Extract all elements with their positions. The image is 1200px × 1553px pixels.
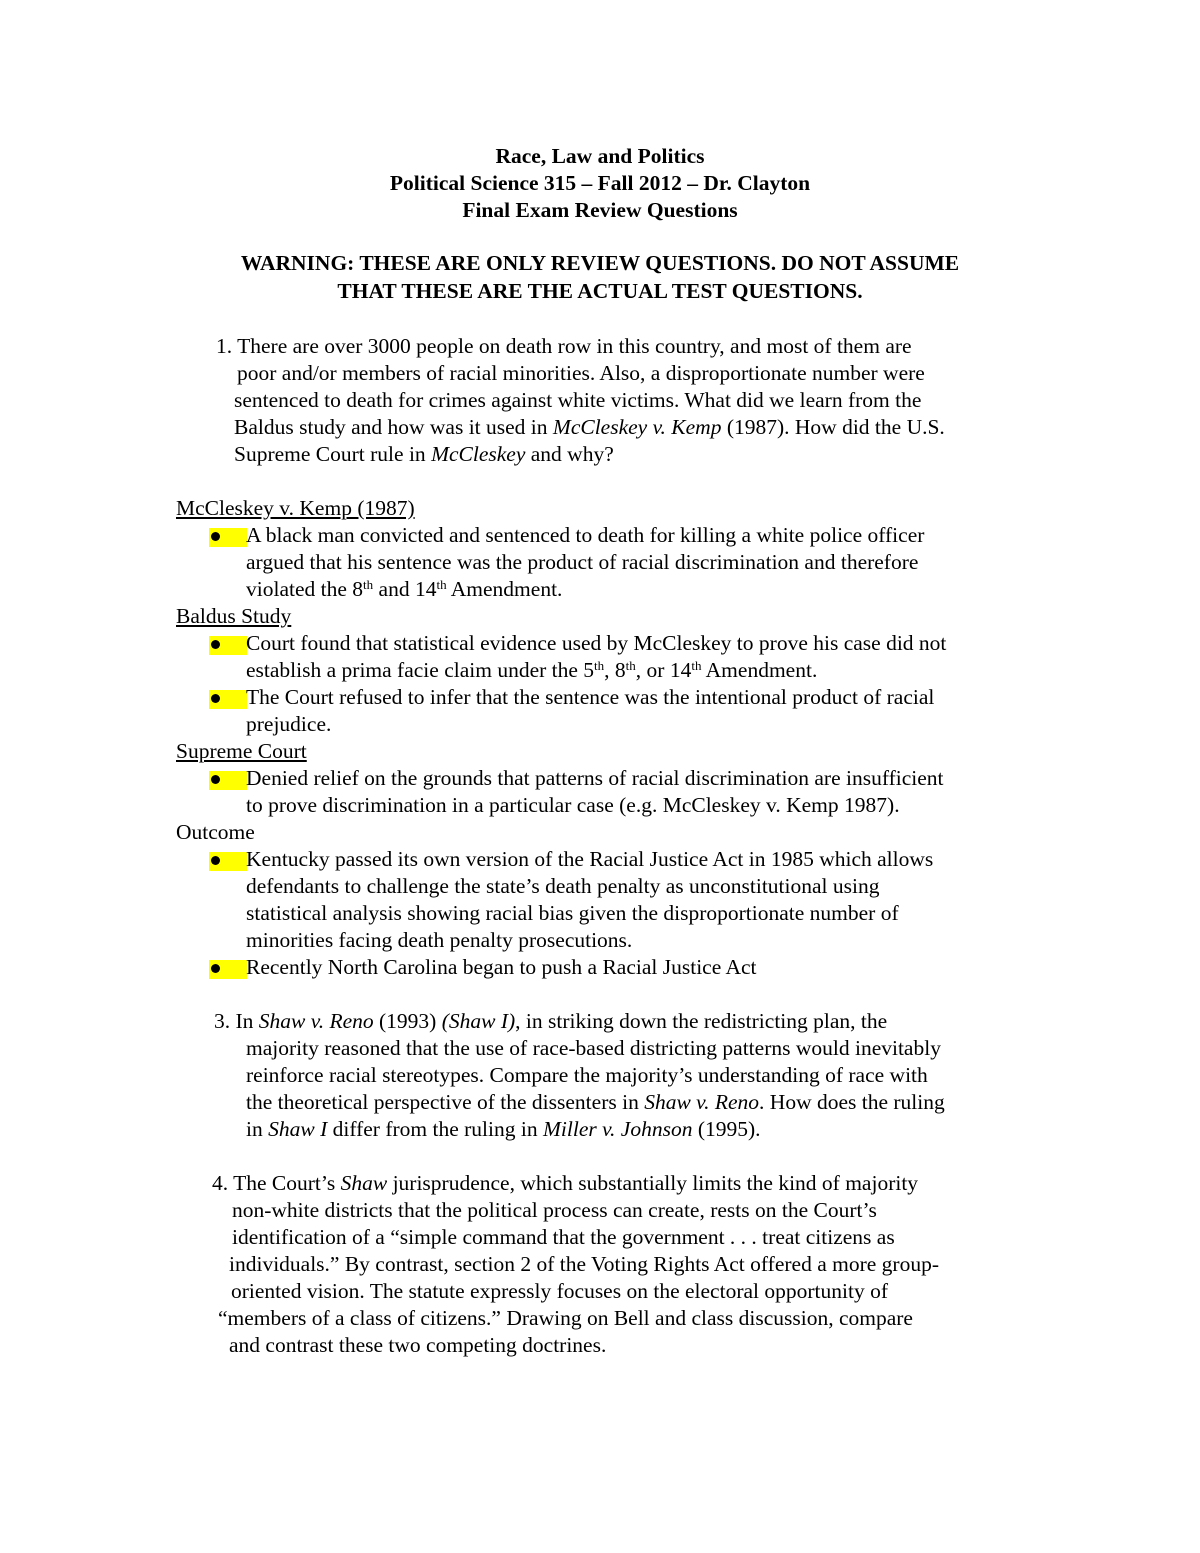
warning-line-2: THAT THESE ARE THE ACTUAL TEST QUESTIONS. xyxy=(337,279,863,303)
text-run: violated the 8 xyxy=(246,577,364,601)
bullet-icon xyxy=(209,690,247,709)
question-4 xyxy=(212,1170,939,1359)
bullet-line xyxy=(246,657,946,684)
q4-line xyxy=(212,1170,939,1197)
bullet-line: Denied relief on the grounds that patterns of racial discrimination are insufficient xyxy=(246,766,944,790)
q4-line: non-white districts that the political process can create, rests on the Court’s xyxy=(232,1198,877,1222)
bullet-icon xyxy=(209,528,247,547)
course-line: Political Science 315 – Fall 2012 – Dr. Clayton xyxy=(389,171,811,195)
case-name: McCleskey xyxy=(431,442,526,466)
text-run: and 14 xyxy=(373,577,437,601)
bullet-item xyxy=(246,684,934,738)
bullet-line: A black man convicted and sentenced to death for killing a white police officer xyxy=(246,523,925,547)
q4-line: oriented vision. The statute expressly focuses on the electoral opportunity of xyxy=(231,1279,888,1303)
text-run: , or 14 xyxy=(635,658,692,682)
q3-line xyxy=(214,1008,945,1035)
q1-line: 1. There are over 3000 people on death row in this country, and most of them are xyxy=(216,334,912,358)
bullet-line: Kentucky passed its own version of the Racial Justice Act in 1985 which allows xyxy=(246,847,934,871)
q4-line: “members of a class of citizens.” Drawing on Bell and class discussion, compare xyxy=(218,1306,913,1330)
question-1 xyxy=(216,333,945,468)
text-run: , in striking down the redistricting plan, the xyxy=(515,1009,888,1033)
case-name: Miller v. Johnson xyxy=(542,1117,693,1141)
q3-line xyxy=(214,1089,945,1116)
text-run: establish a prima facie claim under the 5 xyxy=(246,658,595,682)
text-run: Amendment. xyxy=(701,658,818,682)
case-name: Shaw xyxy=(340,1171,388,1195)
text-run: 3. In xyxy=(214,1009,259,1033)
bullet-item xyxy=(246,765,944,819)
bullet-line: to prove discrimination in a particular case (e.g. McCleskey v. Kemp 1987). xyxy=(246,793,900,817)
bullet-line: statistical analysis showing racial bias given the disproportionate number of xyxy=(246,901,899,925)
case-name: (Shaw I) xyxy=(441,1009,516,1033)
q3-line: reinforce racial stereotypes. Compare the majority’s understanding of race with xyxy=(246,1063,928,1087)
q3-line xyxy=(214,1116,945,1143)
text-run: the theoretical perspective of the dissenters in xyxy=(246,1090,645,1114)
question-3 xyxy=(214,1008,945,1143)
section-heading-baldus: Baldus Study xyxy=(176,604,292,628)
text-run: Baldus study and how was it used in xyxy=(234,415,553,439)
bullet-line: minorities facing death penalty prosecutions. xyxy=(246,928,633,952)
text-run: jurisprudence, which substantially limits the kind of majority xyxy=(387,1171,919,1195)
section-heading-supreme-court: Supreme Court xyxy=(176,739,307,763)
case-name: Shaw v. Reno xyxy=(258,1009,374,1033)
text-run: . How does the ruling xyxy=(759,1090,945,1114)
case-name: Shaw I xyxy=(268,1117,328,1141)
q4-line: and contrast these two competing doctrines. xyxy=(229,1333,607,1357)
bullet-line xyxy=(246,576,924,603)
text-run: in xyxy=(246,1117,269,1141)
bullet-icon xyxy=(209,852,247,871)
superscript: th xyxy=(691,658,702,673)
bullet-icon xyxy=(209,636,247,655)
q1-line: sentenced to death for crimes against white victims. What did we learn from the xyxy=(234,388,922,412)
superscript: th xyxy=(625,658,636,673)
bullet-line: Court found that statistical evidence used by McCleskey to prove his case did not xyxy=(246,631,947,655)
text-run: , 8 xyxy=(604,658,626,682)
bullet-line: argued that his sentence was the product of racial discrimination and therefore xyxy=(246,550,919,574)
document-title: Race, Law and Politics xyxy=(495,144,705,168)
text-run: (1995). xyxy=(692,1117,761,1141)
bullet-item xyxy=(246,846,933,954)
bullet-line: Recently North Carolina began to push a Racial Justice Act xyxy=(246,955,757,979)
bullet-line: The Court refused to infer that the sentence was the intentional product of racial xyxy=(246,685,935,709)
text-run: (1987). How did the U.S. xyxy=(721,415,945,439)
case-name: Shaw v. Reno xyxy=(644,1090,760,1114)
bullet-icon xyxy=(209,771,247,790)
bullet-line: prejudice. xyxy=(246,712,332,736)
bullet-item xyxy=(246,954,757,981)
section-heading-mccleskey: McCleskey v. Kemp (1987) xyxy=(176,496,415,520)
case-name: McCleskey v. Kemp xyxy=(552,415,722,439)
q3-line: majority reasoned that the use of race-based districting patterns would inevitably xyxy=(246,1036,941,1060)
superscript: th xyxy=(594,658,605,673)
text-run: differ from the ruling in xyxy=(327,1117,543,1141)
q4-line: individuals.” By contrast, section 2 of the Voting Rights Act offered a more group- xyxy=(229,1252,939,1276)
text-run: 4. The Court’s xyxy=(212,1171,341,1195)
bullet-icon xyxy=(209,960,247,979)
warning-line-1: WARNING: THESE ARE ONLY REVIEW QUESTIONS. DO NOT ASSUME xyxy=(240,251,960,275)
text-run: Supreme Court rule in xyxy=(234,442,432,466)
q1-line xyxy=(216,414,945,441)
text-run: and why? xyxy=(525,442,614,466)
text-run: (1993) xyxy=(373,1009,442,1033)
text-run: Amendment. xyxy=(446,577,563,601)
superscript: th xyxy=(436,577,447,592)
superscript: th xyxy=(363,577,374,592)
q1-line: poor and/or members of racial minorities. Also, a disproportionate number were xyxy=(237,361,925,385)
bullet-item xyxy=(246,630,946,684)
bullet-line: defendants to challenge the state’s death penalty as unconstitutional using xyxy=(246,874,880,898)
q4-line: identification of a “simple command that the government . . . treat citizens as xyxy=(232,1225,895,1249)
bullet-item xyxy=(246,522,924,603)
section-heading-outcome: Outcome xyxy=(176,820,255,844)
q1-line xyxy=(216,441,945,468)
document-subtitle: Final Exam Review Questions xyxy=(462,198,738,222)
